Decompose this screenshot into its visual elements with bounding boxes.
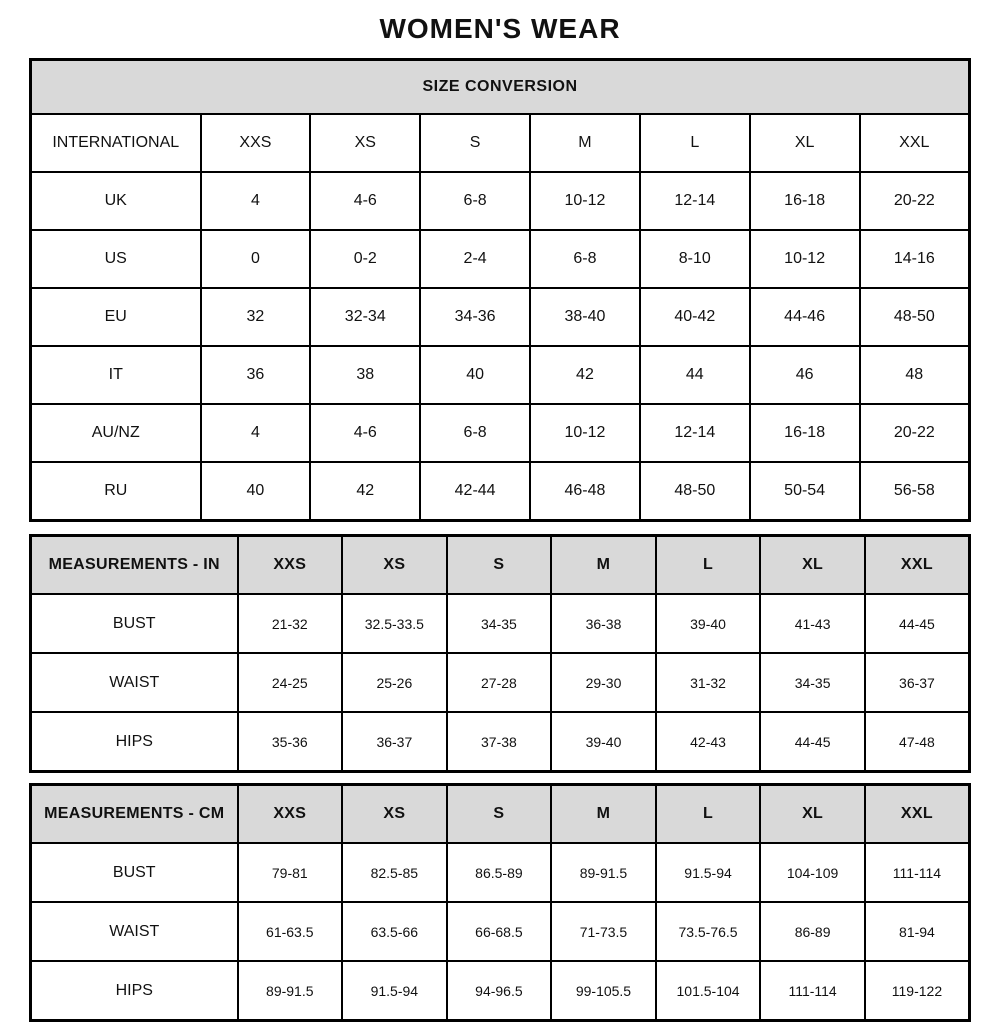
size-value-cell: 20-22 [860,172,970,230]
page-title: WOMEN'S WEAR [379,13,621,44]
size-value-cell: 82.5-85 [342,843,447,902]
size-value-cell: 111-114 [865,843,970,902]
size-value-cell: 36-37 [865,653,970,712]
size-conversion-table [29,58,971,522]
size-value-cell: 37-38 [447,712,552,772]
size-column-header: L [656,785,761,844]
row-label: AU/NZ [31,404,201,462]
size-column-header: XS [342,785,447,844]
size-value-cell: 25-26 [342,653,447,712]
size-value-cell: 44-45 [760,712,865,772]
size-value-cell: 10-12 [530,404,640,462]
size-value-cell: 91.5-94 [342,961,447,1021]
size-value-cell: 44 [640,346,750,404]
size-value-cell: 20-22 [860,404,970,462]
size-value-cell: 44-45 [865,594,970,653]
size-value-cell: 66-68.5 [447,902,552,961]
size-value-cell: 12-14 [640,404,750,462]
table-row [31,594,970,653]
size-column-header: L [656,536,761,595]
size-value-cell: 31-32 [656,653,761,712]
row-label: EU [31,288,201,346]
size-column-header: XL [760,785,865,844]
size-value-cell: 36-38 [551,594,656,653]
size-value-cell: 32.5-33.5 [342,594,447,653]
size-value-cell: 48-50 [860,288,970,346]
table-row [31,902,970,961]
size-value-cell: 94-96.5 [447,961,552,1021]
size-value-cell: 34-35 [760,653,865,712]
size-value-cell: 46 [750,346,860,404]
size-value-cell: 16-18 [750,404,860,462]
size-value-cell: 46-48 [530,462,640,521]
table-row [31,114,970,172]
size-value-cell: 63.5-66 [342,902,447,961]
row-label: HIPS [31,961,238,1021]
size-column-header: S [447,536,552,595]
row-label: BUST [31,843,238,902]
table-title: SIZE CONVERSION [31,60,970,115]
size-value-cell: 4 [201,404,311,462]
size-column-header: XS [310,114,420,172]
size-column-header: S [447,785,552,844]
size-value-cell: 32-34 [310,288,420,346]
size-value-cell: 6-8 [420,404,530,462]
size-value-cell: 40 [201,462,311,521]
size-column-header: S [420,114,530,172]
size-value-cell: 29-30 [551,653,656,712]
table-row [31,961,970,1021]
row-label: US [31,230,201,288]
size-value-cell: 21-32 [238,594,343,653]
size-value-cell: 36-37 [342,712,447,772]
size-column-header: L [640,114,750,172]
table-row [31,653,970,712]
row-label: BUST [31,594,238,653]
size-value-cell: 10-12 [750,230,860,288]
row-label: RU [31,462,201,521]
size-value-cell: 32 [201,288,311,346]
table-title: MEASUREMENTS - IN [31,536,238,595]
size-value-cell: 47-48 [865,712,970,772]
size-value-cell: 89-91.5 [238,961,343,1021]
row-label: UK [31,172,201,230]
size-value-cell: 24-25 [238,653,343,712]
size-column-header: XXL [865,536,970,595]
size-value-cell: 12-14 [640,172,750,230]
size-value-cell: 4-6 [310,172,420,230]
row-label: HIPS [31,712,238,772]
size-value-cell: 38 [310,346,420,404]
size-value-cell: 38-40 [530,288,640,346]
size-value-cell: 36 [201,346,311,404]
table-row [31,536,970,595]
table-row [31,843,970,902]
size-value-cell: 0-2 [310,230,420,288]
size-value-cell: 34-36 [420,288,530,346]
size-value-cell: 56-58 [860,462,970,521]
size-value-cell: 89-91.5 [551,843,656,902]
size-value-cell: 48-50 [640,462,750,521]
size-value-cell: 39-40 [656,594,761,653]
size-value-cell: 41-43 [760,594,865,653]
size-value-cell: 16-18 [750,172,860,230]
size-value-cell: 86.5-89 [447,843,552,902]
size-column-header: XL [760,536,865,595]
size-value-cell: 40 [420,346,530,404]
row-label: WAIST [31,902,238,961]
size-value-cell: 0 [201,230,311,288]
table-row [31,346,970,404]
size-value-cell: 34-35 [447,594,552,653]
size-column-header: XXS [238,536,343,595]
size-value-cell: 104-109 [760,843,865,902]
row-label: INTERNATIONAL [31,114,201,172]
measurements-cm-table [29,783,971,1022]
size-value-cell: 79-81 [238,843,343,902]
size-column-header: M [530,114,640,172]
table-row [31,462,970,521]
size-value-cell: 86-89 [760,902,865,961]
size-column-header: XXS [201,114,311,172]
size-column-header: XXL [865,785,970,844]
table-row [31,230,970,288]
size-value-cell: 42 [530,346,640,404]
size-value-cell: 42-43 [656,712,761,772]
size-value-cell: 42-44 [420,462,530,521]
size-value-cell: 42 [310,462,420,521]
size-value-cell: 4-6 [310,404,420,462]
size-value-cell: 111-114 [760,961,865,1021]
size-value-cell: 73.5-76.5 [656,902,761,961]
size-value-cell: 35-36 [238,712,343,772]
size-value-cell: 48 [860,346,970,404]
size-value-cell: 71-73.5 [551,902,656,961]
table-title: MEASUREMENTS - CM [31,785,238,844]
size-value-cell: 119-122 [865,961,970,1021]
size-value-cell: 6-8 [530,230,640,288]
measurements-in-table [29,534,971,773]
size-column-header: XXS [238,785,343,844]
table-row [31,712,970,772]
table-row [31,404,970,462]
size-value-cell: 6-8 [420,172,530,230]
size-column-header: XS [342,536,447,595]
size-value-cell: 44-46 [750,288,860,346]
size-value-cell: 8-10 [640,230,750,288]
size-value-cell: 40-42 [640,288,750,346]
size-value-cell: 61-63.5 [238,902,343,961]
size-value-cell: 27-28 [447,653,552,712]
row-label: IT [31,346,201,404]
size-value-cell: 91.5-94 [656,843,761,902]
size-column-header: M [551,785,656,844]
row-label: WAIST [31,653,238,712]
size-value-cell: 2-4 [420,230,530,288]
size-column-header: M [551,536,656,595]
size-value-cell: 14-16 [860,230,970,288]
size-value-cell: 101.5-104 [656,961,761,1021]
size-value-cell: 81-94 [865,902,970,961]
table-row [31,785,970,844]
size-value-cell: 10-12 [530,172,640,230]
size-value-cell: 4 [201,172,311,230]
table-row [31,60,970,115]
size-value-cell: 39-40 [551,712,656,772]
size-value-cell: 99-105.5 [551,961,656,1021]
size-column-header: XL [750,114,860,172]
table-row [31,172,970,230]
size-value-cell: 50-54 [750,462,860,521]
table-row [31,288,970,346]
size-column-header: XXL [860,114,970,172]
